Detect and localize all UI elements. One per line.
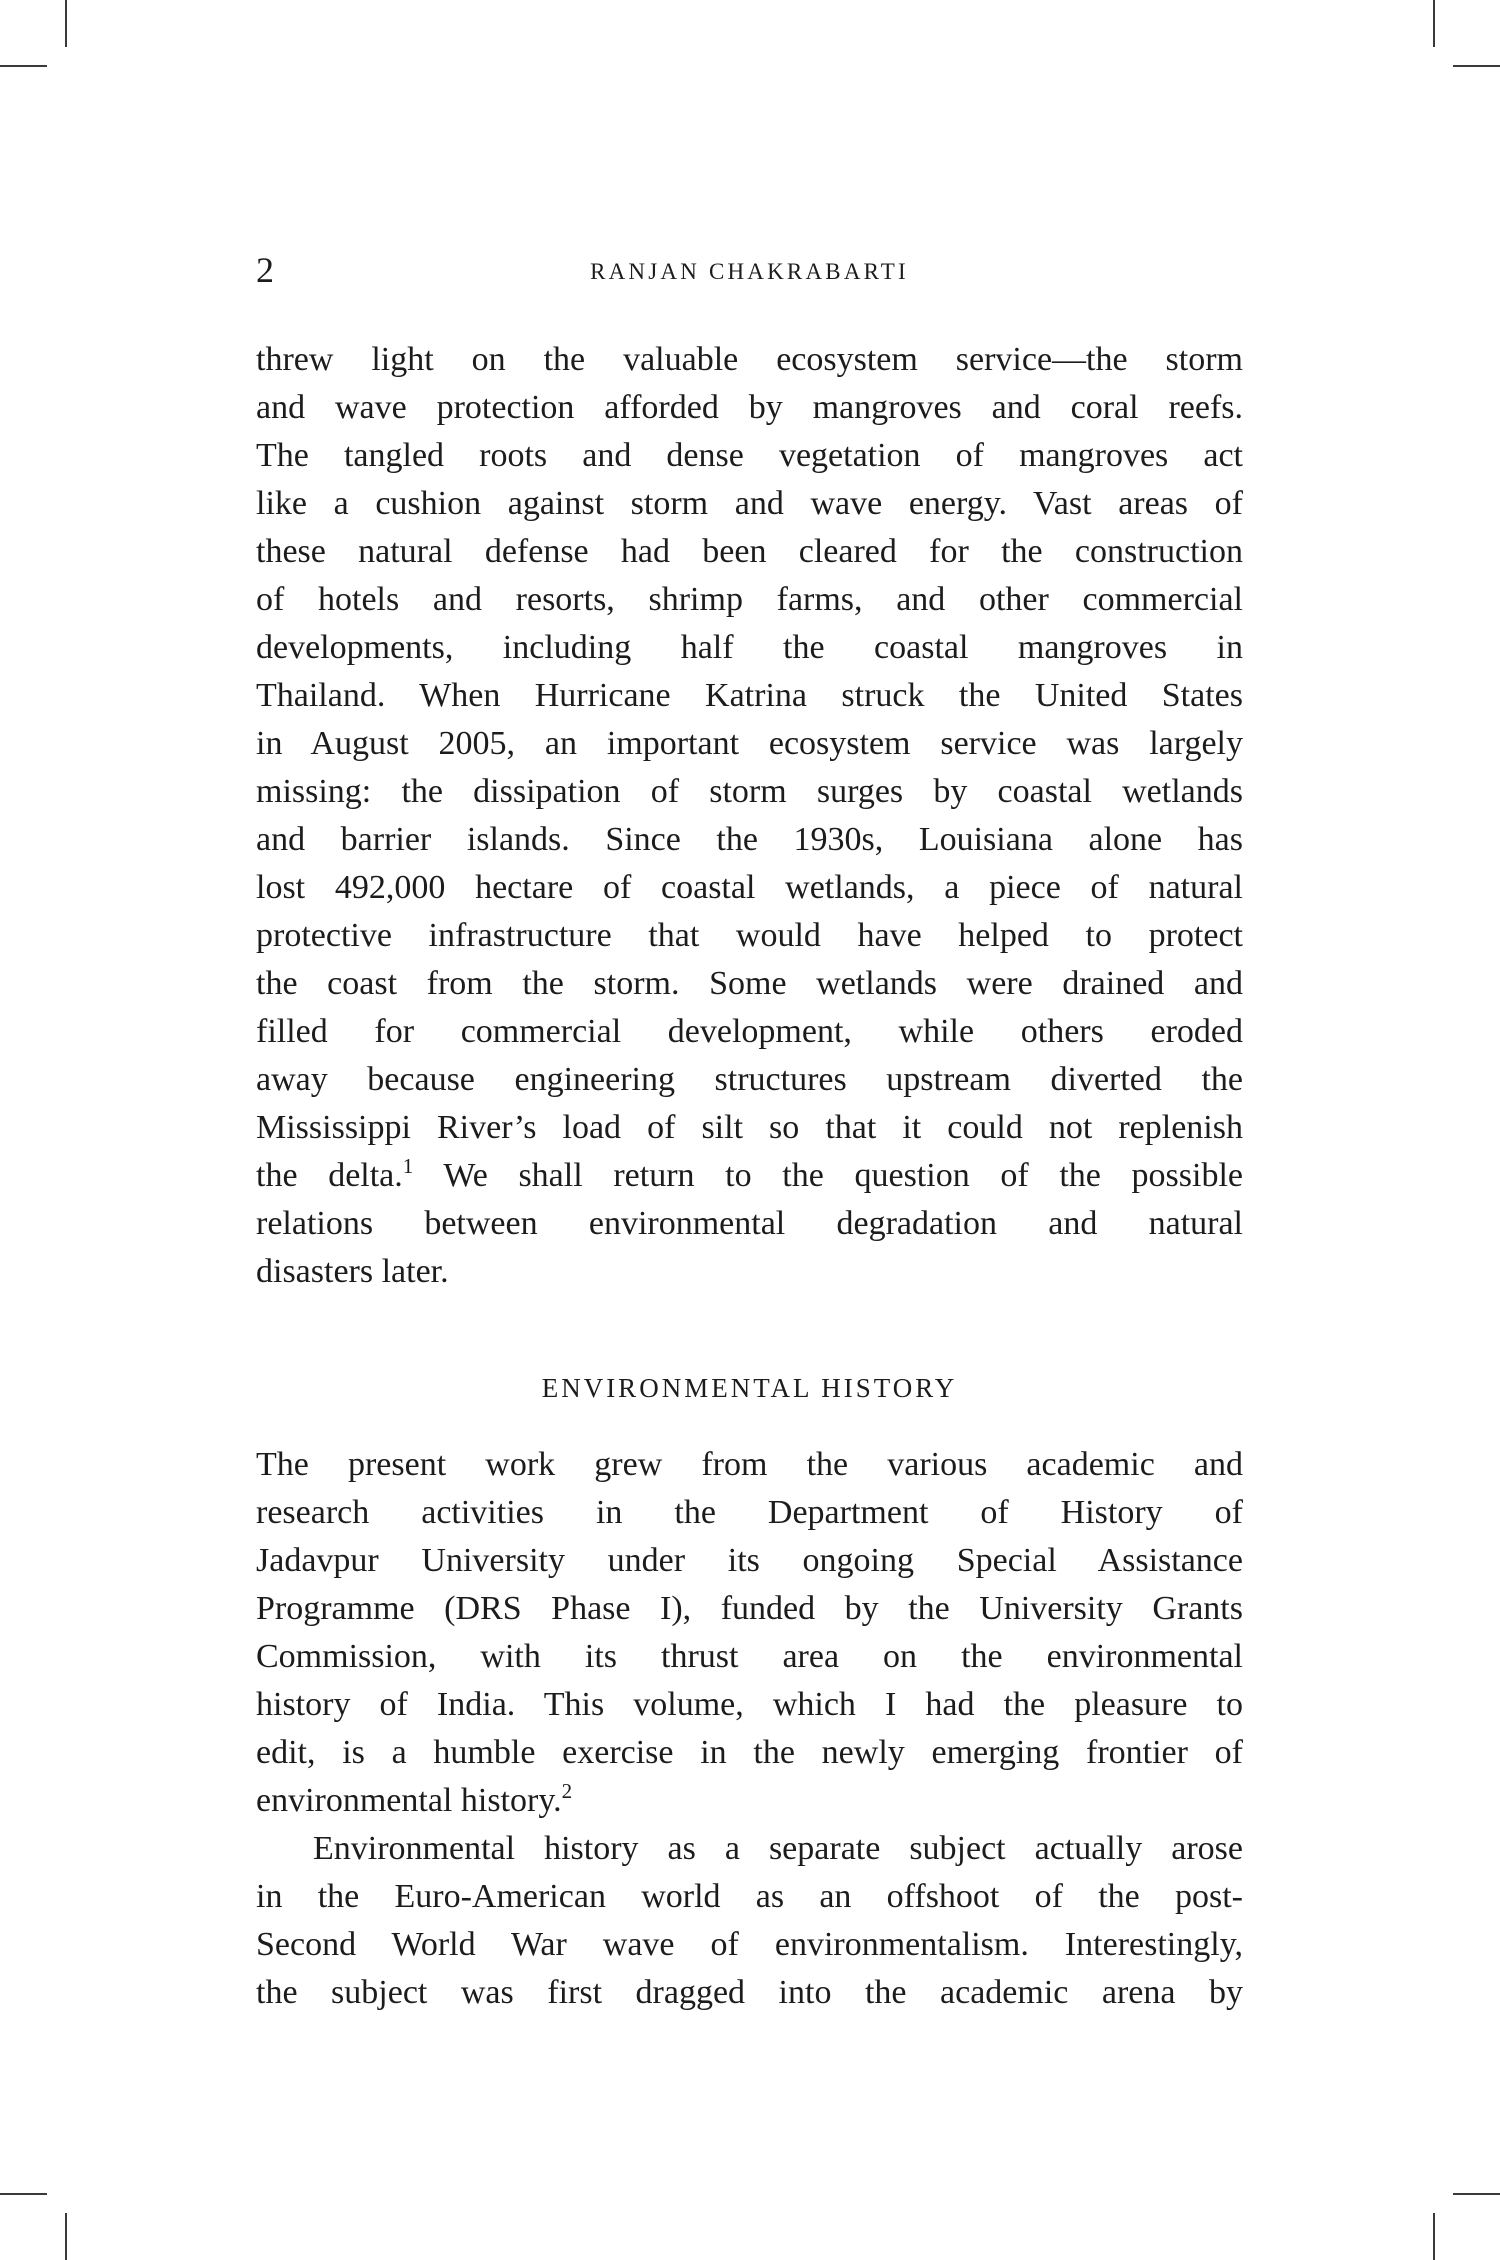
footnote-marker-1[interactable]: 1 <box>402 1154 414 1178</box>
text-line: The present work grew from the various academic and <box>256 1446 1243 1483</box>
running-head-author: RANJAN CHAKRABARTI <box>590 259 909 284</box>
text-line: relations between environmental degradation and natural <box>256 1205 1243 1242</box>
crop-mark-top-right-horizontal <box>1453 65 1500 67</box>
text-line: Jadavpur University under its ongoing Special Assistance <box>256 1542 1243 1579</box>
text-line: Commission, with its thrust area on the environmental <box>256 1638 1243 1675</box>
crop-mark-top-right-vertical <box>1433 0 1435 47</box>
text-line: these natural defense had been cleared for the construction <box>256 533 1243 570</box>
text-line: Environmental history as a separate subject actually arose <box>313 1830 1243 1867</box>
text-line: and barrier islands. Since the 1930s, Louisiana alone has <box>256 821 1243 858</box>
crop-mark-bottom-right-vertical <box>1433 2213 1435 2260</box>
crop-mark-bottom-left-horizontal <box>0 2193 47 2195</box>
text-line: protective infrastructure that would have helped to protect <box>256 917 1243 954</box>
crop-mark-top-left-horizontal <box>0 65 47 67</box>
text-line: Thailand. When Hurricane Katrina struck the United States <box>256 677 1243 714</box>
text-line: in August 2005, an important ecosystem service was largely <box>256 725 1243 762</box>
page-number: 2 <box>256 250 274 290</box>
text-segment: environmental history. <box>256 1782 562 1819</box>
text-line: Programme (DRS Phase I), funded by the University Grants <box>256 1590 1243 1627</box>
text-line: research activities in the Department of History of <box>256 1494 1243 1531</box>
text-line: history of India. This volume, which I had the pleasure to <box>256 1686 1243 1723</box>
text-line: missing: the dissipation of storm surges by coastal wetlands <box>256 773 1243 810</box>
text-line: the coast from the storm. Some wetlands were drained and <box>256 965 1243 1002</box>
text-line: filled for commercial development, while others eroded <box>256 1013 1243 1050</box>
text-line: the subject was first dragged into the academic arena by <box>256 1974 1243 2011</box>
paragraph-2 <box>256 1441 1243 1825</box>
section-heading: ENVIRONMENTAL HISTORY <box>541 1373 958 1403</box>
text-line: lost 492,000 hectare of coastal wetlands, a piece of natural <box>256 869 1243 906</box>
text-line: Mississippi River’s load of silt so that it could not replenish <box>256 1109 1243 1146</box>
text-line: edit, is a humble exercise in the newly emerging frontier of <box>256 1734 1243 1771</box>
footnote-marker-2[interactable]: 2 <box>561 1779 573 1803</box>
text-line-with-footnote <box>256 1152 1243 1200</box>
text-line: threw light on the valuable ecosystem service—the storm <box>256 341 1243 378</box>
text-line: disasters later. <box>256 1253 449 1290</box>
paragraph-1 <box>256 336 1243 1296</box>
text-segment: the delta. <box>256 1157 403 1194</box>
text-line: Second World War wave of environmentalism. Interestingly, <box>256 1926 1243 1963</box>
text-line: The tangled roots and dense vegetation of mangroves act <box>256 437 1243 474</box>
text-line: of hotels and resorts, shrimp farms, and other commercial <box>256 581 1243 618</box>
crop-mark-bottom-right-horizontal <box>1453 2193 1500 2195</box>
crop-mark-bottom-left-vertical <box>65 2213 67 2260</box>
text-line: developments, including half the coastal mangroves in <box>256 629 1243 666</box>
crop-mark-top-left-vertical <box>65 0 67 47</box>
text-segment: We shall return to the question of the possible <box>413 1157 1243 1194</box>
text-line: like a cushion against storm and wave energy. Vast areas of <box>256 485 1243 522</box>
text-line: in the Euro-American world as an offshoot of the post- <box>256 1878 1243 1915</box>
text-line: away because engineering structures upstream diverted the <box>256 1061 1243 1098</box>
text-line: and wave protection afforded by mangroves and coral reefs. <box>256 389 1243 426</box>
text-line-with-footnote <box>256 1777 1243 1825</box>
paragraph-3 <box>256 1825 1243 2017</box>
